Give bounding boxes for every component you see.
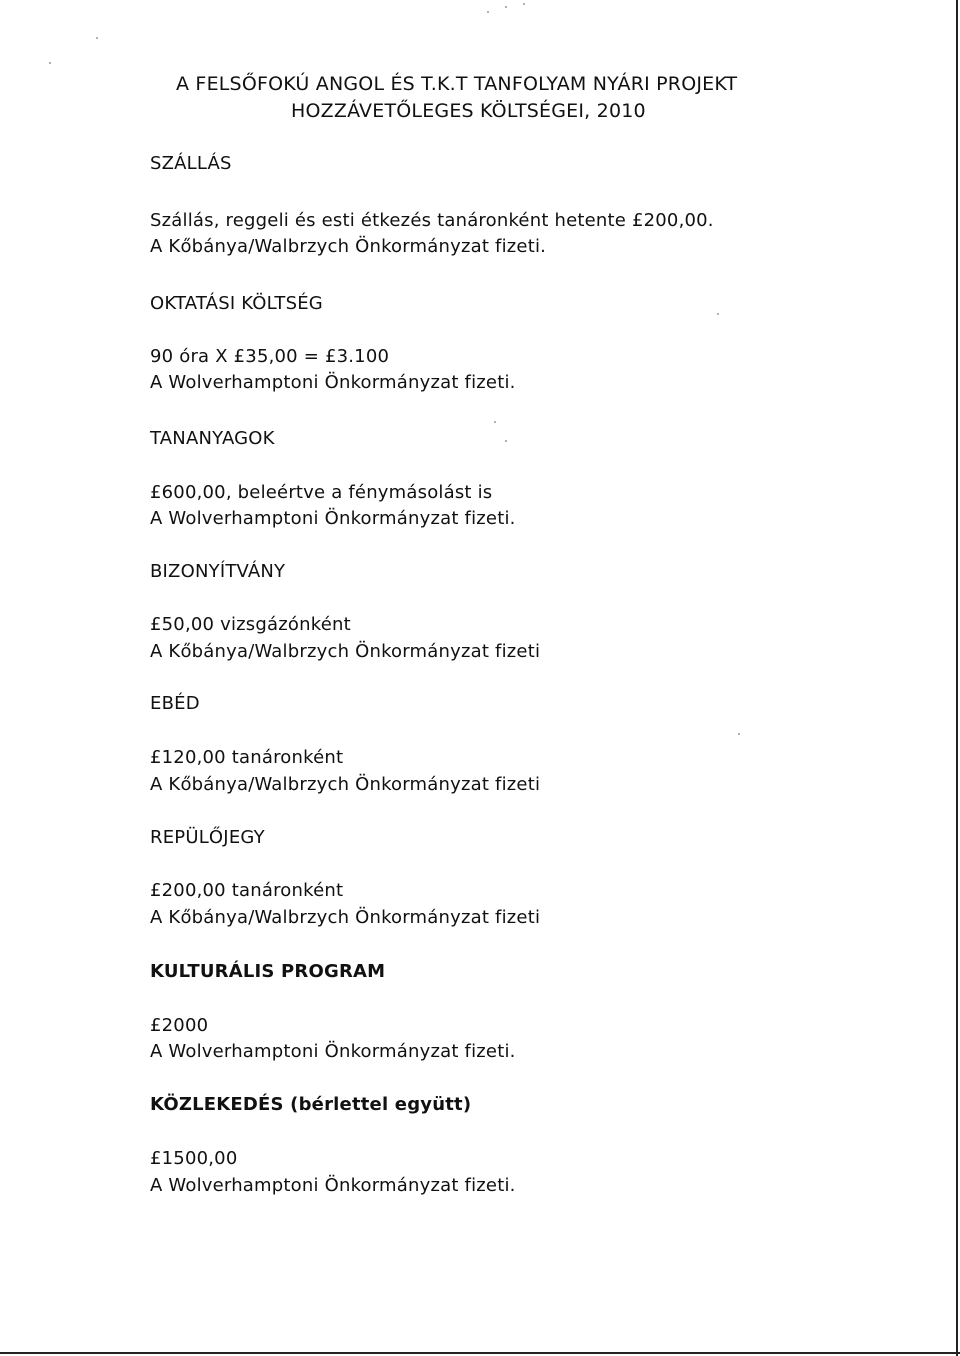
- flight-payer-line: A Kőbánya/Walbrzych Önkormányzat fizeti: [150, 907, 541, 928]
- transport-payer-line: A Wolverhamptoni Önkormányzat fizeti.: [150, 1175, 516, 1196]
- section-heading-materials: TANANYAGOK: [150, 428, 275, 449]
- document-title-line-1: A FELSŐFOKÚ ANGOL ÉS T.K.T TANFOLYAM NYÁRI PROJEKT: [176, 73, 738, 95]
- scan-border-bottom: [0, 1352, 960, 1354]
- materials-payer-line: A Wolverhamptoni Önkormányzat fizeti.: [150, 508, 516, 529]
- scan-speck: [717, 313, 719, 315]
- lunch-cost-line: £120,00 tanáronként: [150, 747, 344, 768]
- certificate-payer-line: A Kőbánya/Walbrzych Önkormányzat fizeti: [150, 641, 541, 662]
- flight-cost-line: £200,00 tanáronként: [150, 880, 344, 901]
- transport-cost-line: £1500,00: [150, 1148, 238, 1169]
- lunch-payer-line: A Kőbánya/Walbrzych Önkormányzat fizeti: [150, 774, 541, 795]
- section-heading-accommodation: SZÁLLÁS: [150, 153, 232, 174]
- certificate-cost-line: £50,00 vizsgázónként: [150, 614, 351, 635]
- cultural-cost-line: £2000: [150, 1015, 209, 1036]
- materials-cost-line: £600,00, beleértve a fénymásolást is: [150, 482, 493, 503]
- cultural-payer-line: A Wolverhamptoni Önkormányzat fizeti.: [150, 1041, 516, 1062]
- teaching-cost-line: 90 óra X £35,00 = £3.100: [150, 346, 390, 367]
- section-heading-transport: KÖZLEKEDÉS (bérlettel együtt): [150, 1094, 472, 1115]
- section-heading-teaching-cost: OKTATÁSI KÖLTSÉG: [150, 293, 323, 314]
- scan-speck: [487, 11, 489, 13]
- scan-speck: [738, 733, 740, 735]
- document-title-line-2: HOZZÁVETŐLEGES KÖLTSÉGEI, 2010: [291, 100, 646, 122]
- scan-speck: [505, 440, 507, 442]
- scan-speck: [505, 6, 507, 8]
- scan-speck: [494, 421, 496, 423]
- accommodation-cost-line: Szállás, reggeli és esti étkezés tanáronként hetente £200,00.: [150, 210, 714, 231]
- scan-speck: [96, 37, 98, 39]
- section-heading-certificate: BIZONYÍTVÁNY: [150, 561, 286, 582]
- scan-speck: [523, 3, 525, 5]
- accommodation-payer-line: A Kőbánya/Walbrzych Önkormányzat fizeti.: [150, 236, 547, 257]
- section-heading-lunch: EBÉD: [150, 693, 200, 714]
- scan-speck: [49, 62, 51, 64]
- teaching-payer-line: A Wolverhamptoni Önkormányzat fizeti.: [150, 372, 516, 393]
- scan-border-right: [956, 0, 958, 1356]
- section-heading-flight-ticket: REPÜLŐJEGY: [150, 827, 265, 848]
- section-heading-cultural-program: KULTURÁLIS PROGRAM: [150, 961, 386, 982]
